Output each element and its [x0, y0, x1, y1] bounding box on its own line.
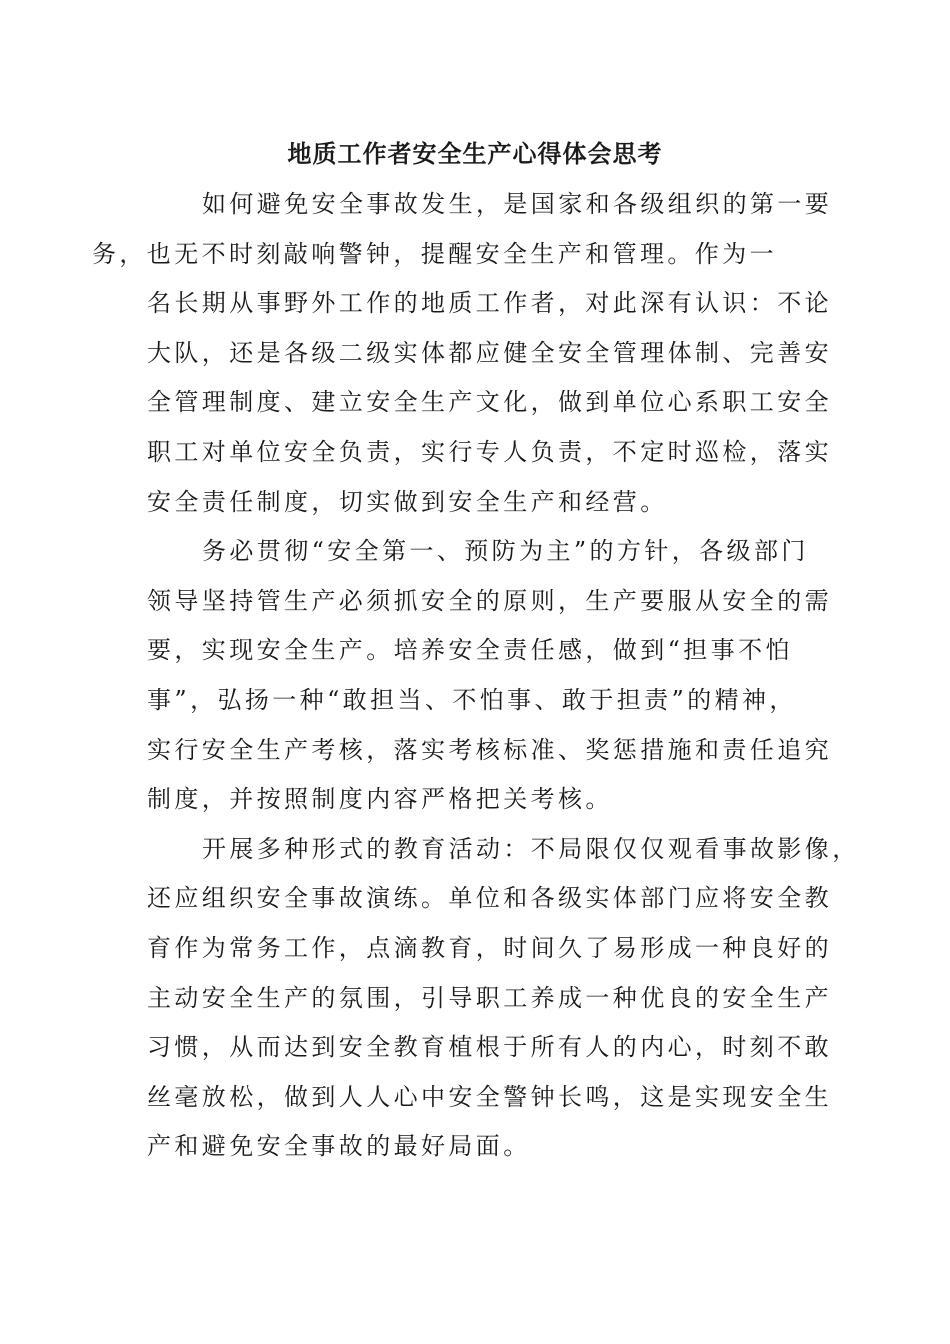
paragraph-line: 主动安全生产的氛围，引导职工养成一种优良的安全生产 [147, 983, 832, 1012]
paragraph-line: 事”，弘扬一种“敢担当、不怕事、敢于担责”的精神， [147, 685, 797, 714]
document-body [92, 180, 860, 1172]
paragraph-line: 还应组织安全事故演练。单位和各级实体部门应将安全教 [147, 884, 832, 913]
paragraph-line: 产和避免安全事故的最好局面。 [147, 1132, 531, 1161]
paragraph-line: 实行安全生产考核，落实考核标准、奖惩措施和责任追究 [147, 735, 832, 764]
paragraph-line: 领导坚持管生产必须抓安全的原则，生产要服从安全的需 [147, 586, 832, 615]
paragraph-line: 大队，还是各级二级实体都应健全安全管理体制、完善安 [147, 338, 832, 367]
paragraph-2 [147, 527, 832, 825]
paragraph-line: 务必贯彻“安全第一、预防为主”的方针，各级部门 [202, 537, 809, 566]
paragraph-line: 丝毫放松，做到人人心中安全警钟长鸣，这是实现安全生 [147, 1082, 832, 1111]
paragraph-line: 职工对单位安全负责，实行专人负责，不定时巡检，落实 [147, 437, 832, 466]
paragraph-3 [147, 825, 860, 1172]
paragraph-line: 安全责任制度，切实做到安全生产和经营。 [147, 487, 668, 516]
paragraph-line: 要，实现安全生产。培养安全责任感，做到“担事不怕 [147, 636, 793, 665]
paragraph-line: 务，也无不时刻敲响警钟，提醒安全生产和管理。作为一 [92, 239, 777, 268]
paragraph-line: 全管理制度、建立安全生产文化，做到单位心系职工安全 [147, 388, 832, 417]
paragraph-line: 如何避免安全事故发生，是国家和各级组织的第一要 [202, 190, 833, 218]
paragraph-1 [92, 180, 833, 527]
paragraph-line: 开展多种形式的教育活动：不局限仅仅观看事故影像， [202, 834, 860, 863]
paragraph-line: 名长期从事野外工作的地质工作者，对此深有认识：不论 [147, 289, 832, 318]
paragraph-line: 育作为常务工作，点滴教育，时间久了易形成一种良好的 [147, 933, 832, 962]
paragraph-line: 习惯，从而达到安全教育植根于所有人的内心，时刻不敢 [147, 1033, 832, 1062]
paragraph-line: 制度，并按照制度内容严格把关考核。 [147, 785, 613, 814]
document-title: 地质工作者安全生产心得体会思考 [287, 139, 663, 168]
